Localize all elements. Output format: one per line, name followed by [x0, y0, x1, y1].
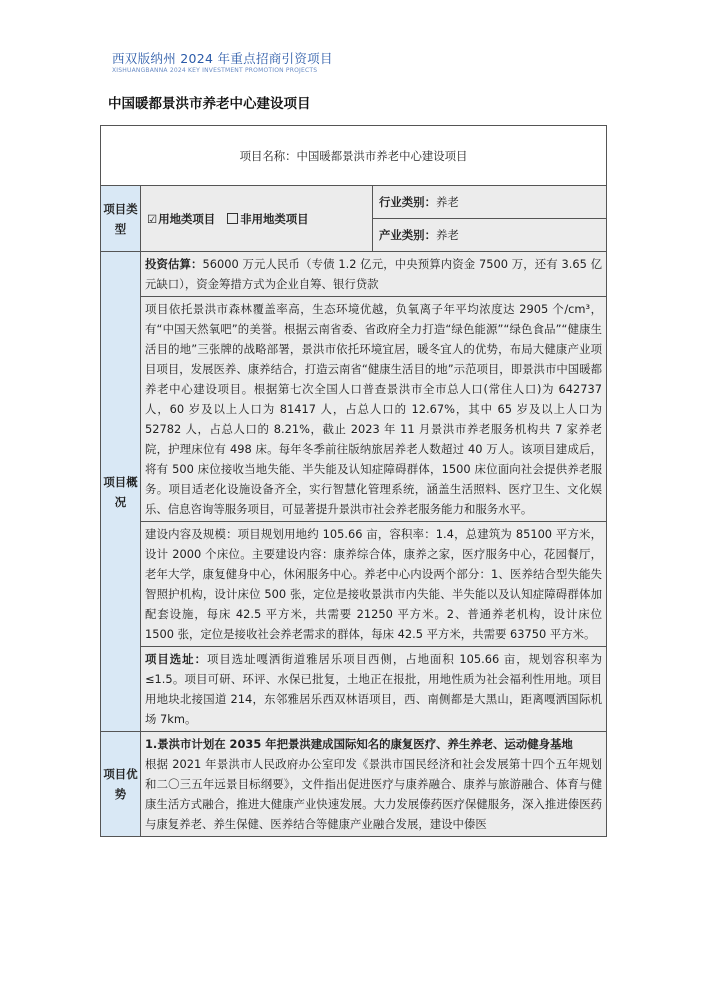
- header-title-en: XISHUANGBANNA 2024 KEY INVESTMENT PROMOTION PROJECTS: [112, 67, 318, 74]
- non-land-use-option: 非用地类项目: [240, 211, 309, 226]
- unchecked-box-icon: [227, 213, 238, 224]
- advantage-heading: 1.景洪市计划在 2035 年把景洪建成国际知名的康复医疗、养生养老、运动健身基地: [145, 737, 573, 751]
- industry-category: 行业类别：养老: [373, 186, 607, 219]
- project-type-options: [141, 186, 373, 252]
- investment-estimate: 投资估算：56000 万元人民币（专债 1.2 亿元，中央预算内资金 7500 万，还有 3.65 亿元缺口），资金筹措方式为企业自筹、银行贷款: [141, 252, 607, 297]
- project-intro: 项目依托景洪市森林覆盖率高，生态环境优越，负氧离子年平均浓度达 2905 个/cm³，有“中国天然氧吧”的美誉。根据云南省委、省政府全力打造“绿色能源”“绿色食品”“健康生活目的地”三张牌的战略部署，景洪市依托环境宜居，暖冬宜人的优势，布局大健康产业项目项目，发展医养、康养结合，打造云南省“健康生活目的地”示范项目，即景洪市中国暖都养老中心建设项目。根据第七次全国人口普查景洪市全市总人口(常住人口)为 642737 人，60 岁及以上人口为 81417 人，占总人口的 12.67%，其中 65 岁及以上人口为 52782 人，占总人口的 8.21%，截止 2023 年 11 月景洪市养老服务机构共 7 家养老院，护理床位有 498 床。每年冬季前往版纳旅居养老人数超过 40 万人。该项目建成后，将有 500 床位接收当地失能、半失能及认知症障碍群体，1500 床位面向社会提供养老服务。项目适老化设施设备齐全，实行智慧化管理系统，涵盖生活照料、医疗卫生、文化娱乐、信息咨询等服务项目，可显著提升景洪市社会养老服务能力和服务水平。: [141, 297, 607, 522]
- advantage-text: 根据 2021 年景洪市人民政府办公室印发《景洪市国民经济和社会发展第十四个五年规划和二〇三五年远景目标纲要》，文件指出促进医疗与康养融合、康养与旅游融合、体育与健康生活方式融合，推进大健康产业快速发展。大力发展傣药医疗保健服务，深入推进傣医药与康复养老、养生保健、医养结合等健康产业融合发展，建设中傣医: [145, 757, 603, 831]
- checked-box-icon: ☑: [147, 211, 158, 226]
- page-header: [112, 52, 333, 75]
- overview-label: 项目概况: [101, 252, 141, 732]
- sector-category: 产业类别：养老: [373, 219, 607, 252]
- project-table: [100, 125, 607, 837]
- header-title-cn: 西双版纳州 2024 年重点招商引资项目: [112, 51, 333, 66]
- land-use-option: 用地类项目: [158, 211, 216, 226]
- advantages-content: [141, 732, 607, 837]
- document-title: 中国暖都景洪市养老中心建设项目: [108, 96, 311, 112]
- project-site: 项目选址：项目选址嘎洒街道雅居乐项目西侧，占地面积 105.66 亩，规划容积率为≤1.5。项目可研、环评、水保已批复，土地正在报批，用地性质为社会福利性用地。项目用地块北接国道 214，东邻雅居乐西双林语项目，西、南侧都是大黑山，距离嘎洒国际机场 7km。: [141, 647, 607, 732]
- project-type-label: 项目类型: [101, 186, 141, 252]
- construction-content: 建设内容及规模：项目规划用地约 105.66 亩，容积率：1.4，总建筑为 85100 平方米，设计 2000 个床位。主要建设内容：康养综合体，康养之家，医疗服务中心，花园餐厅，老年大学，康复健身中心，休闲服务中心。养老中心内设两个部分：1、医养结合型失能失智照护机构，设计床位 500 张，定位是接收景洪市内失能、半失能以及认知症障碍群体加配套设施，每床 42.5 平方米，共需要 21250 平方米。2、普通养老机构，设计床位 1500 张，定位是接收社会养老需求的群体，每床 42.5 平方米，共需要 63750 平方米。: [141, 522, 607, 647]
- advantages-label: 项目优势: [101, 732, 141, 837]
- project-name: 项目名称：中国暖都景洪市养老中心建设项目: [101, 126, 607, 186]
